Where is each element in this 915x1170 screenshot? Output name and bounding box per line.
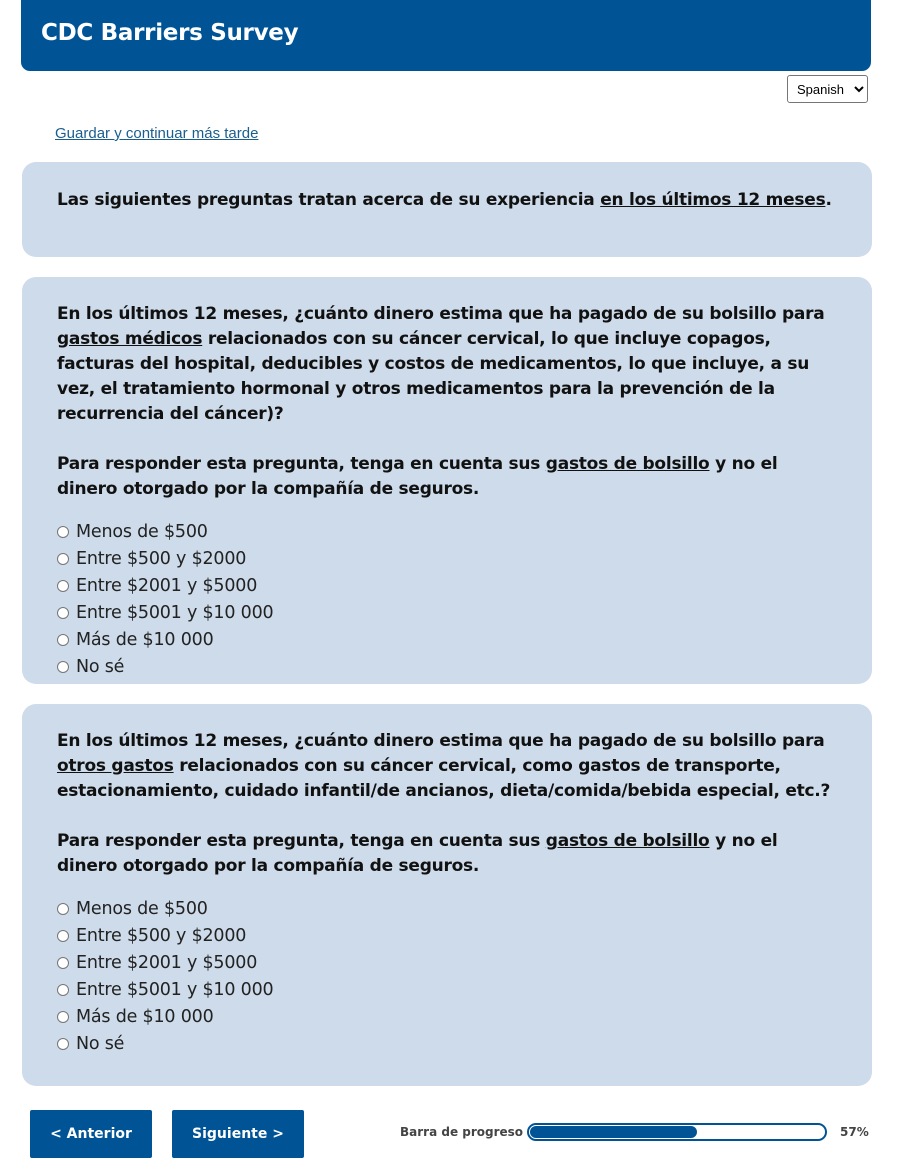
note-text-part: Para responder esta pregunta, tenga en cuenta sus bbox=[57, 831, 546, 851]
note-text-end: y no el dinero otorgado por la compañía de seguros. bbox=[57, 831, 778, 876]
answer-option[interactable] bbox=[57, 1030, 842, 1057]
question-text-part: En los últimos 12 meses, ¿cuánto dinero estima que ha pagado de su bolsillo para bbox=[57, 731, 825, 751]
radio-button[interactable] bbox=[57, 1038, 69, 1050]
radio-button[interactable] bbox=[57, 634, 69, 646]
progress-bar-fill bbox=[530, 1126, 697, 1138]
progress-label: Barra de progreso bbox=[400, 1125, 524, 1139]
answer-option[interactable] bbox=[57, 653, 842, 680]
radio-button[interactable] bbox=[57, 903, 69, 915]
option-label[interactable]: Menos de $500 bbox=[76, 521, 208, 542]
answer-option[interactable] bbox=[57, 949, 842, 976]
question-note bbox=[57, 452, 842, 502]
question-text bbox=[57, 277, 842, 427]
option-label[interactable]: No sé bbox=[76, 656, 125, 677]
answer-option[interactable] bbox=[57, 895, 842, 922]
answer-options bbox=[57, 895, 842, 1057]
intro-card bbox=[22, 162, 872, 257]
radio-button[interactable] bbox=[57, 607, 69, 619]
option-label[interactable]: Más de $10 000 bbox=[76, 1006, 214, 1027]
option-label[interactable]: Menos de $500 bbox=[76, 898, 208, 919]
survey-title: CDC Barriers Survey bbox=[41, 20, 299, 46]
intro-text bbox=[57, 162, 842, 213]
intro-underlined: en los últimos 12 meses bbox=[600, 190, 826, 210]
save-continue-later-link[interactable]: Guardar y continuar más tarde bbox=[55, 125, 259, 142]
radio-button[interactable] bbox=[57, 580, 69, 592]
answer-option[interactable] bbox=[57, 545, 842, 572]
progress-bar bbox=[527, 1123, 827, 1141]
previous-button[interactable]: < Anterior bbox=[30, 1110, 152, 1158]
option-label[interactable]: Entre $5001 y $10 000 bbox=[76, 979, 274, 1000]
note-text-end: y no el dinero otorgado por la compañía de seguros. bbox=[57, 454, 778, 499]
answer-option[interactable] bbox=[57, 922, 842, 949]
radio-button[interactable] bbox=[57, 1011, 69, 1023]
note-underlined: gastos de bolsillo bbox=[545, 454, 710, 474]
next-button[interactable]: Siguiente > bbox=[172, 1110, 304, 1158]
radio-button[interactable] bbox=[57, 957, 69, 969]
note-underlined: gastos de bolsillo bbox=[545, 831, 710, 851]
intro-text-part: Las siguientes preguntas tratan acerca de su experiencia bbox=[57, 190, 601, 210]
question-card-other bbox=[22, 704, 872, 1086]
question-underlined: otros gastos bbox=[57, 756, 174, 776]
survey-header bbox=[21, 0, 871, 71]
answer-option[interactable] bbox=[57, 518, 842, 545]
answer-option[interactable] bbox=[57, 626, 842, 653]
option-label[interactable]: No sé bbox=[76, 1033, 125, 1054]
option-label[interactable]: Entre $5001 y $10 000 bbox=[76, 602, 274, 623]
answer-options bbox=[57, 518, 842, 680]
radio-button[interactable] bbox=[57, 984, 69, 996]
question-text-end: relacionados con su cáncer cervical, lo que incluye copagos, facturas del hospital, deducibles y costos de medicamentos, lo que incluye, a su vez, el tratamiento hormonal y otros medicamentos para la prevención de la recurrencia del cáncer)? bbox=[57, 329, 810, 424]
question-text-part: En los últimos 12 meses, ¿cuánto dinero estima que ha pagado de su bolsillo para bbox=[57, 304, 825, 324]
note-text-part: Para responder esta pregunta, tenga en cuenta sus bbox=[57, 454, 546, 474]
progress-percent: 57% bbox=[840, 1125, 869, 1139]
option-label[interactable]: Entre $500 y $2000 bbox=[76, 925, 247, 946]
answer-option[interactable] bbox=[57, 599, 842, 626]
answer-option[interactable] bbox=[57, 976, 842, 1003]
intro-text-end: . bbox=[825, 190, 832, 210]
option-label[interactable]: Entre $2001 y $5000 bbox=[76, 952, 258, 973]
question-card-medical bbox=[22, 277, 872, 684]
option-label[interactable]: Entre $2001 y $5000 bbox=[76, 575, 258, 596]
question-text bbox=[57, 704, 842, 804]
radio-button[interactable] bbox=[57, 661, 69, 673]
radio-button[interactable] bbox=[57, 553, 69, 565]
question-underlined: gastos médicos bbox=[57, 329, 203, 349]
answer-option[interactable] bbox=[57, 572, 842, 599]
radio-button[interactable] bbox=[57, 930, 69, 942]
answer-option[interactable] bbox=[57, 1003, 842, 1030]
language-select[interactable] bbox=[787, 75, 868, 103]
option-label[interactable]: Más de $10 000 bbox=[76, 629, 214, 650]
question-note bbox=[57, 829, 842, 879]
radio-button[interactable] bbox=[57, 526, 69, 538]
question-text-end: relacionados con su cáncer cervical, como gastos de transporte, estacionamiento, cuidado infantil/de ancianos, dieta/comida/bebida especial, etc.? bbox=[57, 756, 831, 801]
option-label[interactable]: Entre $500 y $2000 bbox=[76, 548, 247, 569]
